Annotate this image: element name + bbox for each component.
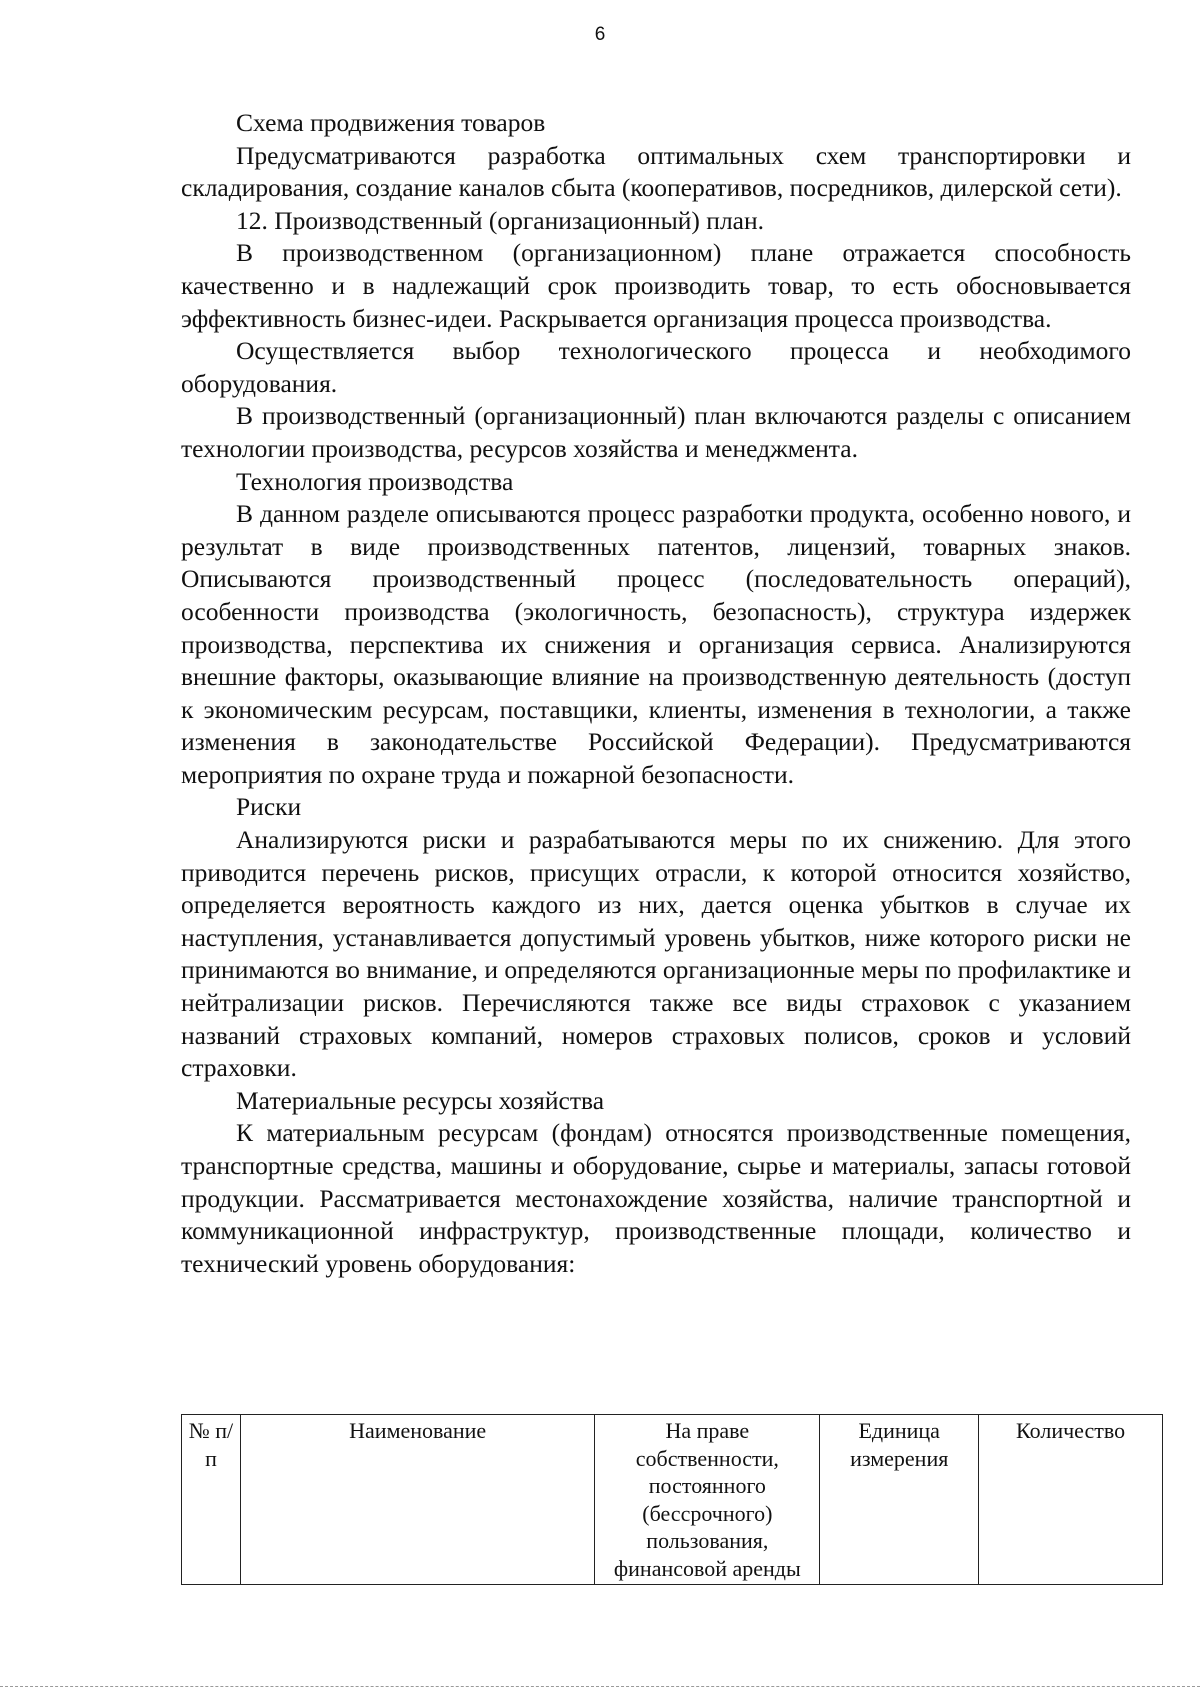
table-header-name: Наименование	[240, 1415, 595, 1585]
paragraph-risks: Анализируются риски и разрабатываются меры по их снижению. Для этого приводится перечень рисков, присущих отрасли, к которой относится хозяйство, определяется вероятность каждого из них, дается оценка убытков в случае их наступления, устанавливается допустимый уровень убытков, ниже которого риски не принимаются во внимание, и определяются организационные меры по профилактике и нейтрализации рисков. Перечисляются также все виды страховок с указанием названий страховых компаний, номеров страховых полисов, сроков и условий страховки.	[181, 825, 1131, 1083]
page-number: 6	[594, 24, 606, 45]
section-heading-promotion: Схема продвижения товаров	[236, 108, 546, 137]
section-heading-risks: Риски	[236, 792, 302, 822]
paragraph-technology-choice: Осуществляется выбор технологического процесса и необходимого оборудования.	[181, 336, 1131, 398]
section-heading-technology: Технология производства	[236, 466, 514, 496]
paragraph-plan-sections: В производственный (организационный) план включаются разделы с описанием технологии производства, ресурсов хозяйства и менеджмента.	[181, 401, 1131, 463]
table-header-unit: Единица измерения	[820, 1415, 979, 1585]
table-header-row	[182, 1415, 1163, 1585]
section-heading-material-resources: Материальные ресурсы хозяйства	[236, 1085, 605, 1115]
equipment-table	[181, 1414, 1163, 1585]
paragraph-technology: В данном разделе описываются процесс разработки продукта, особенно нового, и результат в виде производственных патентов, лицензий, товарных знаков. Описываются производственный процесс (последовательность операций), особенности производства (экологичность, безопасность), структура издержек производства, перспектива их снижения и организация сервиса. Анализируются внешние факторы, оказывающие влияние на производственную деятельность (доступ к экономическим ресурсам, поставщики, клиенты, изменения в технологии, а также изменения в законодательстве Российской Федерации). Предусматриваются мероприятия по охране труда и пожарной безопасности.	[181, 499, 1131, 789]
paragraph-promotion: Предусматриваются разработка оптимальных схем транспортировки и складирования, создание каналов сбыта (кооперативов, посредников, дилерской сети).	[181, 140, 1131, 203]
table-header-number: № п/п	[182, 1415, 241, 1585]
paragraph-material-resources: К материальным ресурсам (фондам) относятся производственные помещения, транспортные средства, машины и оборудование, сырье и материалы, запасы готовой продукции. Рассматривается местонахождение хозяйства, наличие транспортной и коммуникационной инфраструктур, производственные площади, количество и технический уровень оборудования:	[181, 1118, 1131, 1278]
section-heading-production-plan: 12. Производственный (организационный) план.	[236, 205, 765, 235]
table-header-quantity: Количество	[979, 1415, 1163, 1585]
table-header-ownership: На праве собственности, постоянного (бессрочного) пользования, финансовой аренды	[595, 1415, 820, 1585]
page-bottom-rule	[0, 1686, 1200, 1687]
document-body	[181, 107, 1131, 1280]
paragraph-production-plan: В производственном (организационном) плане отражается способность качественно и в надлежащий срок производить товар, то есть обосновывается эффективность бизнес-идеи. Раскрывается организация процесса производства.	[181, 238, 1131, 333]
